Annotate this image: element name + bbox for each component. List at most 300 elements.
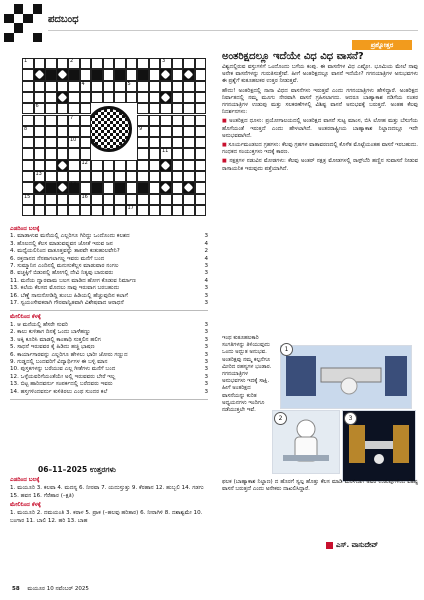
crossword-cell[interactable] — [22, 115, 34, 126]
crossword-cell[interactable] — [22, 81, 34, 92]
crossword-cell[interactable] — [22, 160, 34, 171]
crossword-cell[interactable] — [80, 115, 92, 126]
crossword-cell[interactable] — [183, 171, 195, 182]
crossword-cell[interactable] — [195, 205, 207, 216]
crossword-cell[interactable] — [68, 205, 80, 216]
crossword-cell[interactable] — [57, 205, 69, 216]
crossword-cell[interactable] — [68, 115, 80, 126]
crossword-cell[interactable] — [114, 92, 126, 103]
clue-item — [10, 374, 208, 381]
crossword-cell-number: 13 — [35, 171, 42, 177]
crossword-cell[interactable] — [183, 81, 195, 92]
clue-length: 3 — [204, 292, 208, 299]
clue-item — [10, 293, 208, 300]
crossword-cell[interactable] — [57, 148, 69, 159]
clue-length: 3 — [204, 373, 208, 380]
clue-item — [10, 329, 208, 336]
clue-text: 4. ಮಧ್ಯೆಯಲಿನಿಂದ ವಾತೂತ್ತವನ್ನು ತಾಪವೇ ಕುತುಹುಲವೇನಿ? — [10, 248, 120, 255]
crossword-cell[interactable] — [114, 58, 126, 69]
crossword-cell[interactable] — [172, 58, 184, 69]
clue-item — [10, 381, 208, 388]
crossword-cell[interactable] — [57, 171, 69, 182]
crossword-cell-number: 7 — [70, 114, 74, 121]
crossword-cell[interactable] — [195, 115, 207, 126]
article-narrow-column: ಇಂಥ ಕುತೂಹಲಕಾರಿ ಸಂಗತಿಗಳನ್ನು ತಿಳಿಯುವುದು ಒಂದು ಅದ್ಭುತ ಅನುಭವ. ಅಂತರಿಕ್ಷವು ನಮ್ಮ ಕಲ್ಪನೆಗೂ ಮೀರಿದ ರಹಸ್ಯಗಳ ಭಂಡಾರ. ಗಗನಯಾತ್ರಿಗಳ ಅನುಭವಗಳು ಇದಕ್ಕೆ ಸಾಕ್ಷಿ. ಹೀಗೆ ಅಂತರಿಕ್ಷದ ವಾಸನೆಯನ್ನು ಕುರಿತ ಅಧ್ಯಯನಗಳು ಇಂದಿಗೂ ನಡೆಯುತ್ತಲೇ ಇವೆ. — [222, 335, 272, 414]
clue-text: 7. ಸುಮ್ಮಾನಿನ ಎಂದಿನಲ್ಲಿ ಮನುಸುಕೆಲ್ಲಸ ಮಾಡುವಾರ ನಂಗಲ — [10, 263, 119, 270]
crossword-cell[interactable] — [34, 148, 46, 159]
crossword-cell[interactable] — [57, 81, 69, 92]
crossword-cell[interactable] — [34, 137, 46, 148]
crossword-flower-ornament — [57, 92, 68, 103]
crossword-cell[interactable] — [137, 58, 149, 69]
crossword-cell[interactable] — [68, 194, 80, 205]
crossword-cell-number: 6 — [35, 103, 39, 110]
crossword-flower-ornament — [160, 182, 171, 193]
crossword-cell[interactable] — [137, 205, 149, 216]
crossword-cell[interactable] — [45, 148, 57, 159]
crossword-cell[interactable] — [68, 92, 80, 103]
crossword-cell[interactable] — [22, 103, 34, 114]
answers-across-heading: ಎಡದಿಂದ ಬಲಕ್ಕೆ — [10, 477, 40, 483]
crossword-cell[interactable] — [160, 137, 172, 148]
clue-text: 17. ಸ್ವಯಂಸೇವಕರಾಗಿ ಗೌರವಾನ್ವಿತವಾಗಿ ವಿಶೇಷವಾದ ಆರಾಧನೆ — [10, 300, 124, 307]
crossword-cell[interactable] — [172, 69, 184, 80]
crossword-cell[interactable] — [172, 160, 184, 171]
crossword-cell[interactable] — [149, 205, 161, 216]
crossword-cell[interactable] — [183, 160, 195, 171]
crossword-flower-ornament — [183, 69, 194, 80]
crossword-cell[interactable] — [22, 126, 34, 137]
crossword-cell[interactable] — [183, 92, 195, 103]
crossword-cell[interactable] — [34, 58, 46, 69]
clue-item — [10, 256, 208, 263]
article-bullet: ■ ಸೂರ್ಯಮಂಡಲದ ಗ್ರಹಗಳು: ಕೆಲವು ಗ್ರಹಗಳ ವಾತಾವರಣದಲ್ಲಿ ಕೊಳೆತ ಮೊಟ್ಟೆಯಂತಹ ವಾಸನೆ ಇರಬಹುದು. ಗಂಧಕದ ಸಂಯುಕ್ತಗಳು ಇದಕ್ಕೆ ಕಾರಣ. — [222, 142, 418, 156]
crossword-cell[interactable] — [68, 171, 80, 182]
crossword-cell[interactable] — [160, 194, 172, 205]
issue-info: ಮಯೂರ 10 ನವೆಂಬರ್ 2025 — [27, 586, 89, 592]
clue-length: 3 — [204, 329, 208, 336]
crossword-cell[interactable] — [160, 126, 172, 137]
crossword-cell[interactable] — [68, 58, 80, 69]
crossword-cell[interactable] — [172, 126, 184, 137]
crossword-grid[interactable] — [22, 58, 206, 216]
crossword-cell[interactable] — [183, 103, 195, 114]
crossword-cell[interactable] — [160, 81, 172, 92]
crossword-cell[interactable] — [45, 182, 57, 193]
crossword-cell[interactable] — [137, 171, 149, 182]
crossword-cell[interactable] — [45, 126, 57, 137]
clue-length: 2 — [204, 248, 208, 255]
clue-length: 3 — [204, 300, 208, 307]
crossword-cell[interactable] — [103, 58, 115, 69]
crossword-cell[interactable] — [80, 81, 92, 92]
crossword-cell[interactable] — [149, 171, 161, 182]
crossword-cell[interactable] — [114, 69, 126, 80]
crossword-cell[interactable] — [195, 103, 207, 114]
crossword-cell[interactable] — [103, 69, 115, 80]
crossword-cell[interactable] — [22, 58, 34, 69]
crossword-cell-number: 1 — [24, 58, 28, 64]
clues-panel — [10, 224, 208, 403]
crossword-cell[interactable] — [34, 160, 46, 171]
crossword-cell[interactable] — [68, 182, 80, 193]
crossword-cell[interactable] — [34, 194, 46, 205]
crossword-cell[interactable] — [126, 160, 138, 171]
section-title: ಪದಬಂಧ — [48, 14, 79, 25]
crossword-cell[interactable] — [45, 103, 57, 114]
article-bullet: ■ ನಕ್ಷತ್ರಗಳ ನಡುವಿನ ಮೋಡಗಳು: ಕೆಲವು ಅಂತರ್ ನಕ್ಷತ್ರ ಮೋಡಗಳಲ್ಲಿ ರಾಸ್ಪ್‌ಬೆರಿ ಹಣ್ಣಿನ ಸುವಾಸನೆ ನೀಡುವ ರಾಸಾಯನಿಕ ಇರುವುದು ಪತ್ತೆಯಾಗಿದೆ. — [222, 158, 418, 172]
crossword-cell[interactable] — [172, 103, 184, 114]
crossword-cell-number: 3 — [162, 58, 166, 64]
crossword-cell-number: 5 — [127, 80, 131, 87]
crossword-cell[interactable] — [149, 81, 161, 92]
crossword-cell[interactable] — [114, 194, 126, 205]
divider — [48, 30, 418, 31]
crossword-cell-number: 4 — [81, 80, 85, 87]
clue-length: 4 — [204, 277, 208, 284]
crossword-cell[interactable] — [149, 126, 161, 137]
crossword-cell[interactable] — [137, 126, 149, 137]
crossword-cell[interactable] — [103, 182, 115, 193]
crossword-cell[interactable] — [80, 126, 92, 137]
crossword-cell[interactable] — [91, 69, 103, 80]
crossword-cell[interactable] — [114, 81, 126, 92]
crossword-cell[interactable] — [22, 92, 34, 103]
crossword-cell[interactable] — [22, 69, 34, 80]
figure-label: 1 — [280, 343, 293, 356]
crossword-cell[interactable] — [34, 171, 46, 182]
clue-text: 8. ವಚ್ಚಕ್ಕಿಗೆ ಬಿಡುಪಲ್ಲಿ ಹೋಗಲ್ಲಿ ದೇವಿ ನಿತ್ಯವು ಬಾರುವರು — [10, 270, 114, 277]
article-body — [222, 64, 418, 175]
crossword-cell[interactable] — [172, 137, 184, 148]
article-author: ಎಸ್. ವಾಸುದೇವ್ — [336, 541, 379, 549]
crossword-cell[interactable] — [160, 58, 172, 69]
clue-text: 6. ಕಾರ್ಯಾಗಾರವನ್ನು ಎಲ್ಲರಿಗೂ ಹೇಳಲು ಭಾರೀ ಜೋರು ಗಣ್ಣುದ — [10, 351, 128, 358]
clue-text: 3. ಅಕ್ಕಿ ಕೂರಿಸಿ ಮಾಡಲ್ಲಿ ಕಾಂತಾಧಿ ಸುತ್ತಲಿನ ಹಲಿಗ — [10, 336, 101, 343]
crossword-cell[interactable] — [45, 69, 57, 80]
crossword-cell[interactable] — [34, 126, 46, 137]
crossword-cell[interactable] — [22, 171, 34, 182]
crossword-cell[interactable] — [126, 182, 138, 193]
crossword-cell[interactable] — [34, 103, 46, 114]
crossword-cell[interactable] — [172, 115, 184, 126]
crossword-cell[interactable] — [80, 171, 92, 182]
crossword-cell[interactable] — [45, 171, 57, 182]
crossword-cell[interactable] — [91, 171, 103, 182]
crossword-cell[interactable] — [195, 160, 207, 171]
clue-length: 3 — [204, 233, 208, 240]
crossword-cell[interactable] — [45, 115, 57, 126]
crossword-cell[interactable] — [149, 160, 161, 171]
crossword-cell[interactable] — [172, 205, 184, 216]
clue-length: 3 — [204, 321, 208, 328]
crossword-cell[interactable] — [126, 58, 138, 69]
crossword-cell[interactable] — [183, 58, 195, 69]
crossword-cell[interactable] — [160, 171, 172, 182]
crossword-cell[interactable] — [126, 69, 138, 80]
crossword-cell[interactable] — [103, 160, 115, 171]
crossword-cell[interactable] — [149, 103, 161, 114]
crossword-cell[interactable] — [45, 81, 57, 92]
clue-item — [10, 233, 208, 240]
clue-item — [10, 359, 208, 366]
crossword-flower-ornament — [183, 182, 194, 193]
article-tail: ಫಲಕ (ಬಾಹ್ಯಾಕಾಶ ನಿಲ್ದಾಣ) ದ ಹೊರಗೆ ಸ್ವಲ್ಪ ಹೊತ್ತು ಕೆಲಸ ಮಾಡಿ ಮರಳಿದಾಗ ಅವರ ಉಡುಪುಗಳಿಂದ ವಿಶಿಷ್ಟ ವಾಸನೆ ಬರುತ್ತದೆ ಎಂದು ಅನೇಕರು ದಾಖಲಿಸಿದ್ದಾರೆ. — [222, 479, 418, 493]
crossword-cell[interactable] — [183, 194, 195, 205]
crossword-cell[interactable] — [68, 160, 80, 171]
clue-text: 14. ಹಸ್ತಗಳಿಂದವರ್ನು ಕುಳಿತಿರಲು ಎಂಥ ಸುಂದರ ಕಲೆ — [10, 388, 108, 395]
crossword-cell[interactable] — [195, 58, 207, 69]
crossword-flower-ornament — [57, 160, 68, 171]
crossword-cell[interactable] — [57, 58, 69, 69]
clue-text: 13. ಬಿಟ್ಟ ಹಾರಿದವರ್ನು ಸಂಪರ್ಕದಲ್ಲಿ ಬರೆದವರು ಇವರು — [10, 381, 113, 388]
crossword-cell[interactable] — [22, 205, 34, 216]
footer — [12, 586, 89, 593]
crossword-cell[interactable] — [195, 137, 207, 148]
crossword-cell[interactable] — [114, 182, 126, 193]
crossword-cell[interactable] — [103, 171, 115, 182]
crossword-cell[interactable] — [172, 171, 184, 182]
page-number: 58 — [12, 586, 20, 592]
crossword-cell[interactable] — [149, 58, 161, 69]
crossword-cell[interactable] — [80, 137, 92, 148]
clue-text: 6. ರಕ್ತದಾನದ ನೆನಪಾಗಲಾಗಲ್ಲ ಇವರು ಮನೆಗೆ ಬಂದ — [10, 255, 105, 262]
crossword-cell[interactable] — [160, 115, 172, 126]
crossword-cell[interactable] — [91, 58, 103, 69]
crossword-cell[interactable] — [137, 160, 149, 171]
clue-item — [10, 278, 208, 285]
crossword-cell[interactable] — [149, 148, 161, 159]
crossword-cell[interactable] — [91, 194, 103, 205]
crossword-cell[interactable] — [137, 137, 149, 148]
clues-down-list — [10, 322, 208, 396]
crossword-flower-ornament — [57, 182, 68, 193]
clue-text: 13. ಕಲೆಯ ಕೆಲಸದ ಮೊದಲು ನಾವು ಇರುವಾಗ ಬರಬಹುದು — [10, 285, 120, 292]
crossword-cell[interactable] — [45, 58, 57, 69]
crossword-cell[interactable] — [45, 160, 57, 171]
clue-text: 11. ಮನೆಯ ದ್ವಾರವಾಮ ಬಲಗ ಮಾಡಿದ ಹೋಗ ಕೊಡುವ ನಿರ್ಮಾಣ — [10, 277, 136, 284]
crossword-cell-number: 17 — [127, 204, 134, 211]
article-tag: ಪ್ರಶ್ನೋತ್ತರ — [352, 40, 412, 50]
clue-item — [10, 366, 208, 373]
clues-down-heading: ಮೇಲಿನಿಂದ ಕೆಳಕ್ಕೆ — [10, 314, 41, 321]
crossword-cell[interactable] — [195, 171, 207, 182]
crossword-cell[interactable] — [34, 205, 46, 216]
answers-down-text: 1. ಮಯೂರಿ 2. ದಮಯಂತಿ 3. ಕರಾಳ 5. ಪ್ರಾಕ (–ಹಲವು ಹರಿತಾರ) 6. ನೀರಾಗಿಳಿ 8. ದಶಾಶ್ವಮೇ 10. ಬಂಗಾರ 11. ಬಾಲಿ 12. ಹರಿ 13. ಬಾಹ — [10, 509, 203, 525]
clue-text: 16. ಬೆಣ್ಣೆ ನಾನುನೋಡಿದ್ದಿ ತುಂಬು ಹಿಡಿಯಲ್ಲಿ ಹೆಚ್ಚುವುದಿನ ಕಲಾಗೆ — [10, 292, 128, 299]
crossword-cell[interactable] — [195, 126, 207, 137]
crossword-cell[interactable] — [57, 115, 69, 126]
crossword-cell[interactable] — [137, 182, 149, 193]
crossword-cell[interactable] — [34, 92, 46, 103]
crossword-cell[interactable] — [57, 194, 69, 205]
crossword-cell[interactable] — [91, 92, 103, 103]
crossword-flower-ornament — [160, 160, 171, 171]
crossword-flower-ornament — [34, 69, 45, 80]
crossword-cell-number: 8 — [24, 125, 28, 132]
crossword-cell-number: 11 — [162, 148, 169, 155]
clue-text: 1. ಮಾಡಾಳುವ ಮನೆಯಲ್ಲಿ ಎಲ್ಲರಿಗೂ ಗಿರಿದ್ದು ಒಂದೊಂದು ಕಲಶದ — [10, 233, 130, 240]
crossword-cell[interactable] — [195, 194, 207, 205]
clue-length: 3 — [204, 285, 208, 292]
crossword-cell[interactable] — [34, 115, 46, 126]
crossword-cell-number: 16 — [81, 193, 88, 200]
clue-item — [10, 337, 208, 344]
clues-across-heading: ಎಡದಿಂದ ಬಲಕ್ಕೆ — [10, 226, 40, 232]
crossword-cell[interactable] — [80, 69, 92, 80]
crossword-cell[interactable] — [68, 137, 80, 148]
crossword-cell[interactable] — [114, 205, 126, 216]
clue-item — [10, 248, 208, 255]
crossword-cell[interactable] — [103, 205, 115, 216]
crossword-cell[interactable] — [137, 103, 149, 114]
crossword-cell[interactable] — [172, 182, 184, 193]
crossword-cell[interactable] — [126, 171, 138, 182]
crossword-cell[interactable] — [137, 92, 149, 103]
article-paragraph: ವಿಶ್ವದಲ್ಲಿರುವ ವಸ್ತುಗಳಿಗೆ ಒಂದೊಂದು ಬಗೆಯ ಕಂಪು. ಈ ವಾಸನೆಗಳ ವಿಧ ಎಷ್ಟೋ. ಭೂಮಿಯ ಮೇಲೆ ನಾವು ಅನೇಕ ವಾಸನೆಗಳನ್ನು ಗುರುತಿಸುತ್ತೇವೆ. ಹೀಗೆ ಅಂತರಿಕ್ಷದಲ್ಲೂ ವಾಸನೆ ಇದೆಯೇ? ಗಗನಯಾತ್ರಿಗಳ ಅನುಭವಗಳು ಈ ಪ್ರಶ್ನೆಗೆ ಕುತೂಹಲಕರ ಉತ್ತರ ನೀಡುತ್ತವೆ. — [222, 64, 418, 85]
crossword-cell[interactable] — [80, 160, 92, 171]
crossword-cell[interactable] — [137, 81, 149, 92]
crossword-cell[interactable] — [149, 92, 161, 103]
clue-text: 1. ಆ ಮನೆಯಲ್ಲಿ ಹೆಸರೇ ಸುವರಿ — [10, 321, 68, 328]
crossword-cell[interactable] — [160, 103, 172, 114]
clue-text: 10. ಪುಸ್ತಕಗಳನ್ನು ಬರೆಯುವ ಎಲ್ಲ ಗೀತೆಗಳು ಮನೆಗೆ ಬಂದ — [10, 366, 116, 373]
crossword-cell[interactable] — [149, 69, 161, 80]
crossword-cell[interactable] — [172, 194, 184, 205]
crossword-cell[interactable] — [195, 69, 207, 80]
crossword-cell[interactable] — [91, 182, 103, 193]
crossword-cell-number: 14 — [70, 182, 77, 189]
crossword-cell[interactable] — [172, 81, 184, 92]
crossword-cell[interactable] — [80, 205, 92, 216]
crossword-cell-number: 12 — [81, 159, 88, 166]
crossword-cell[interactable] — [80, 148, 92, 159]
crossword-cell[interactable] — [57, 126, 69, 137]
crossword-cell[interactable] — [149, 182, 161, 193]
crossword-cell[interactable] — [80, 92, 92, 103]
crossword-cell[interactable] — [34, 81, 46, 92]
crossword-cell[interactable] — [68, 69, 80, 80]
crossword-cell[interactable] — [195, 148, 207, 159]
article-paragraph: ಹೌದು! ಅಂತರಿಕ್ಷದಲ್ಲಿ ನಾನಾ ವಿಧದ ವಾಸನೆಗಳು ಇರುತ್ತವೆ ಎಂದು ಗಗನಯಾತ್ರಿಗಳು ಹೇಳಿದ್ದಾರೆ. ಅಂತರಿಕ್ಷದ ನಿರ್ವಾತದಲ್ಲಿ ನಮ್ಮ ಮೂಗು ನೇರವಾಗಿ ವಾಸನೆ ಗ್ರಹಿಸಲಾಗದು. ಆದರೂ ಬಾಹ್ಯಾಕಾಶ ನಡಿಗೆಯ ನಂತರ ಗಗನಯಾತ್ರಿಗಳ ಉಡುಪು ಮತ್ತು ಸಲಕರಣೆಗಳಲ್ಲಿ ವಿಶಿಷ್ಟ ವಾಸನೆ ಅನುಭವಕ್ಕೆ ಬರುತ್ತದೆ. ಅಂತಹ ಕೆಲವು ನಿದರ್ಶನಗಳು: — [222, 87, 418, 116]
clue-item — [10, 241, 208, 248]
crossword-cell[interactable] — [22, 148, 34, 159]
crossword-cell[interactable] — [22, 194, 34, 205]
answers-panel — [10, 476, 208, 525]
crossword-cell[interactable] — [91, 160, 103, 171]
crossword-cell[interactable] — [126, 92, 138, 103]
crossword-cell[interactable] — [68, 126, 80, 137]
answers-title: 06–11–2025 ಉತ್ತರಗಳು — [38, 465, 116, 474]
crossword-cell[interactable] — [126, 81, 138, 92]
crossword-cell[interactable] — [137, 115, 149, 126]
clue-item — [10, 263, 208, 270]
clue-length: 3 — [204, 358, 208, 365]
crossword-cell[interactable] — [80, 182, 92, 193]
crossword-cell-number: 2 — [70, 58, 74, 64]
clue-length: 3 — [204, 336, 208, 343]
crossword-cell[interactable] — [91, 205, 103, 216]
clue-item — [10, 300, 208, 307]
crossword-cell[interactable] — [91, 81, 103, 92]
clue-length: 3 — [204, 366, 208, 373]
crossword-cell[interactable] — [22, 137, 34, 148]
figure-label: 2 — [274, 412, 287, 425]
crossword-cell[interactable] — [172, 92, 184, 103]
crossword-cell[interactable] — [149, 137, 161, 148]
crossword-cell[interactable] — [103, 92, 115, 103]
clue-length: 4 — [204, 255, 208, 262]
crossword-cell-number: 15 — [24, 193, 31, 200]
crossword-cell[interactable] — [80, 103, 92, 114]
crossword-cell[interactable] — [68, 103, 80, 114]
answers-across-text: 1. ಮಯೂರಿ 3. ಕಲವಾ 4. ಮದನ್ಯ 6. ನೀರವಾ 7. ಯದುಸ್ತುತ್ತು 9. ಕೆರಹಾನ 12. ಹುಬ್ಬಲಿ 14. ಗಡಗು 15. ಹವನ 16. ಗೆರೆಹಾರ (–ಕ್ಷತಿ) — [10, 485, 204, 500]
clue-item — [10, 322, 208, 329]
crossword-cell[interactable] — [22, 182, 34, 193]
crossword-cell-number: 9 — [139, 125, 143, 132]
author-marker — [326, 542, 333, 549]
crossword-cell[interactable] — [137, 69, 149, 80]
crossword-cell[interactable] — [103, 194, 115, 205]
crossword-cell[interactable] — [114, 171, 126, 182]
crossword-cell[interactable] — [195, 92, 207, 103]
crossword-cell[interactable] — [126, 205, 138, 216]
crossword-cell[interactable] — [149, 115, 161, 126]
space-station-image-1 — [280, 345, 412, 409]
crossword-cell[interactable] — [195, 81, 207, 92]
crossword-cell[interactable] — [137, 194, 149, 205]
crossword-cell[interactable] — [183, 148, 195, 159]
clue-item — [10, 344, 208, 351]
clue-length: 3 — [204, 351, 208, 358]
crossword-cell[interactable] — [45, 194, 57, 205]
crossword-cell[interactable] — [160, 148, 172, 159]
crossword-flower-ornament — [34, 182, 45, 193]
crossword-cell[interactable] — [160, 205, 172, 216]
crossword-cell[interactable] — [57, 103, 69, 114]
crossword-cell[interactable] — [103, 81, 115, 92]
crossword-cell[interactable] — [45, 92, 57, 103]
crossword-cell[interactable] — [80, 58, 92, 69]
clue-length: 3 — [204, 388, 208, 395]
crossword-rosette-ornament — [86, 106, 132, 152]
space-station-graphic — [281, 346, 411, 408]
crossword-cell[interactable] — [183, 205, 195, 216]
crossword-cell[interactable] — [183, 126, 195, 137]
crossword-cell[interactable] — [183, 137, 195, 148]
crossword-cell[interactable] — [195, 182, 207, 193]
crossword-cell[interactable] — [68, 148, 80, 159]
crossword-cell[interactable] — [114, 160, 126, 171]
crossword-cell[interactable] — [126, 194, 138, 205]
crossword-cell[interactable] — [45, 137, 57, 148]
crossword-cell[interactable] — [172, 148, 184, 159]
article-title: ಅಂತರಿಕ್ಷದಲ್ಲೂ ಇದೆಯೇ ವಿಧ ವಿಧ ವಾಸನೆ? — [222, 51, 364, 62]
crossword-flower-ornament — [160, 92, 171, 103]
crossword-cell[interactable] — [149, 194, 161, 205]
clue-item — [10, 285, 208, 292]
crossword-cell[interactable] — [137, 148, 149, 159]
crossword-cell[interactable] — [57, 137, 69, 148]
crossword-cell[interactable] — [183, 115, 195, 126]
article-bullet: ■ ಅಂತರಿಕ್ಷದ ಧೂಳು: ಪ್ರಯೋಗಾಲಯದಲ್ಲಿ ಅಂತರಿಕ್ಷದ ವಾಸನೆ ಸುಟ್ಟ ಮಾಂಸ, ಬಿಸಿ ಲೋಹ ಮತ್ತು ಬೆಸುಗೆಯ ಹೊಗೆಯಂತೆ ಇರುತ್ತದೆ ಎಂದು ಹೇಳಲಾಗಿದೆ. ಅಂತರರಾಷ್ಟ್ರೀಯ ಬಾಹ್ಯಾಕಾಶ ನಿಲ್ದಾಣದಲ್ಲೂ ಇದೇ ಅನುಭವವಾಗಿದೆ. — [222, 118, 418, 140]
clue-item — [10, 270, 208, 277]
answers-down-heading: ಮೇಲಿನಿಂದ ಕೆಳಕ್ಕೆ — [10, 501, 41, 508]
crossword-cell[interactable] — [80, 194, 92, 205]
crossword-cell[interactable] — [45, 205, 57, 216]
figure-label: 3 — [344, 412, 357, 425]
crossword-cell[interactable] — [68, 81, 80, 92]
